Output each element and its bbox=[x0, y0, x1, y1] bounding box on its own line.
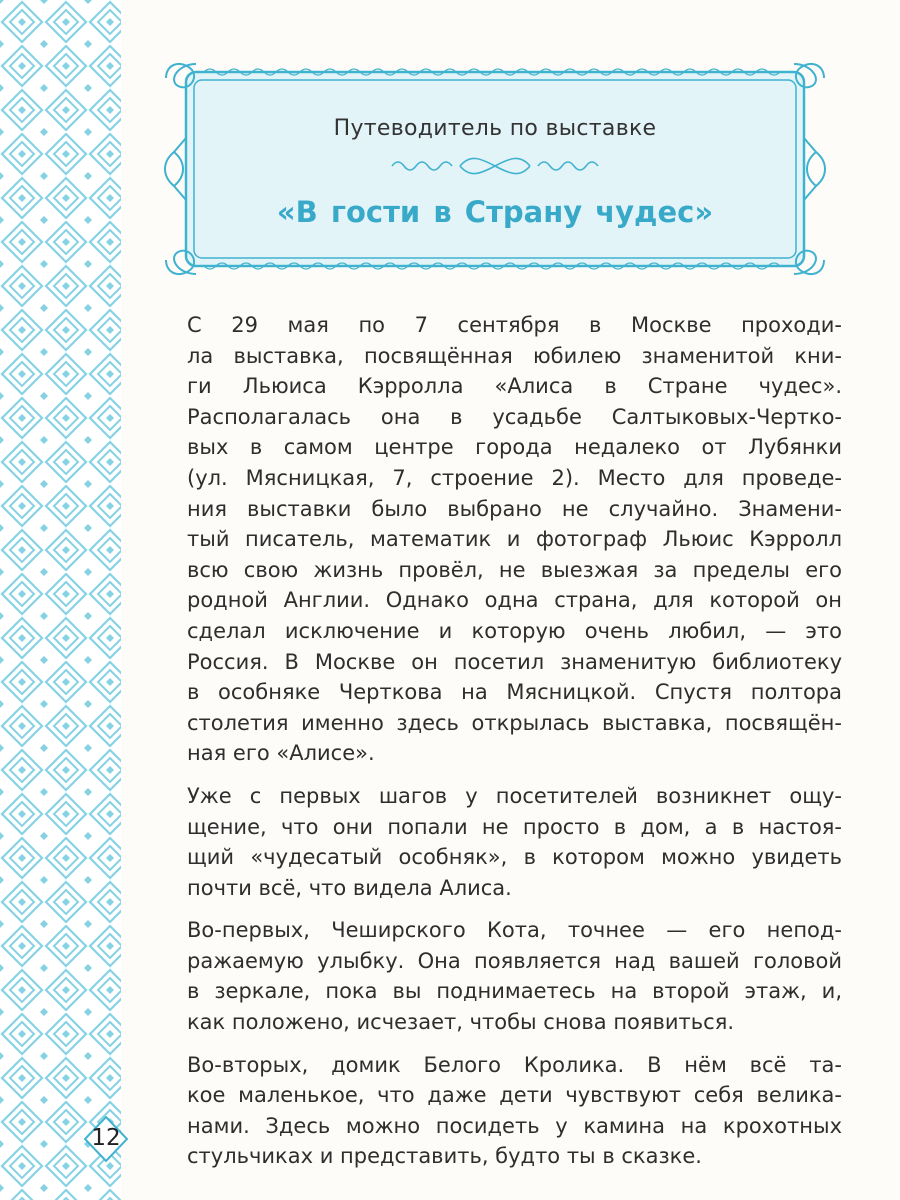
text-line: тый писатель, математик и фотограф Льюис Кэрролл bbox=[187, 527, 842, 552]
text-line: Россия. В Москве он посетил знаменитую библиотеку bbox=[187, 649, 842, 674]
text-line: нами. Здесь можно посидеть у камина на крохотных bbox=[187, 1113, 842, 1138]
text-line: Располагалась она в усадьбе Салтыковых-Чертко- bbox=[187, 404, 842, 429]
side-ornament-pattern bbox=[0, 0, 130, 1200]
text-line: щий «чудесатый особняк», в котором можно увидеть bbox=[187, 845, 842, 870]
text-line: как положено, исчезает, чтобы снова появиться. bbox=[187, 1010, 735, 1035]
page-number: 12 bbox=[91, 1125, 121, 1151]
text-line: ния выставки было выбрано не случайно. Знамени- bbox=[187, 496, 842, 521]
text-line: щение, что они попали не просто в дом, а в настоя- bbox=[187, 814, 842, 839]
text-line: ги Льюиса Кэрролла «Алиса в Стране чудес». bbox=[187, 374, 842, 399]
text-line: С 29 мая по 7 сентября в Москве проходи- bbox=[187, 313, 842, 337]
text-line: в зеркале, пока вы поднимаетесь на второй этаж, и, bbox=[187, 979, 842, 1004]
text-line: Уже с первых шагов у посетителей возникнет ощу- bbox=[187, 783, 842, 808]
text-line: кое маленькое, что даже дети чувствуют себя велика- bbox=[187, 1083, 842, 1108]
text-line: сделал исключение и которую очень любил, — это bbox=[187, 618, 842, 643]
page-number-badge bbox=[84, 1116, 128, 1162]
header-title: «В гости в Страну чудес» bbox=[276, 195, 714, 229]
paragraph-4 bbox=[187, 1050, 842, 1172]
text-line: почти всё, что видела Алиса. bbox=[187, 875, 512, 900]
text-line: ражаемую улыбку. Она появляется над вашей головой bbox=[187, 948, 842, 973]
paragraph-1 bbox=[187, 310, 842, 769]
text-line: столетия именно здесь открылась выставка, посвящён- bbox=[187, 710, 842, 735]
text-line: ла выставка, посвящённая юбилею знаменитой кни- bbox=[187, 343, 842, 368]
paragraph-3 bbox=[187, 915, 842, 1037]
header-block bbox=[160, 58, 830, 280]
text-line: всю свою жизнь провёл, не выезжая за пределы его bbox=[187, 557, 842, 582]
paragraph-2 bbox=[187, 781, 842, 903]
text-line: в особняке Черткова на Мясницкой. Спустя полтора bbox=[187, 680, 842, 705]
text-line: родной Англии. Однако одна страна, для которой он bbox=[187, 588, 842, 613]
header-subtitle: Путеводитель по выставке bbox=[333, 116, 657, 141]
text-line: (ул. Мясницкая, 7, строение 2). Место для проведе- bbox=[187, 465, 842, 490]
text-line: Во-вторых, домик Белого Кролика. В нём всё та- bbox=[187, 1052, 842, 1077]
text-line: ная его «Алисе». bbox=[187, 741, 375, 766]
text-line: вых в самом центре города недалеко от Лубянки bbox=[187, 435, 842, 460]
article-body bbox=[187, 310, 842, 1184]
text-line: стульчиках и представить, будто ты в сказке. bbox=[187, 1144, 702, 1169]
text-line: Во-первых, Чеширского Кота, точнее — его непод- bbox=[187, 918, 842, 943]
